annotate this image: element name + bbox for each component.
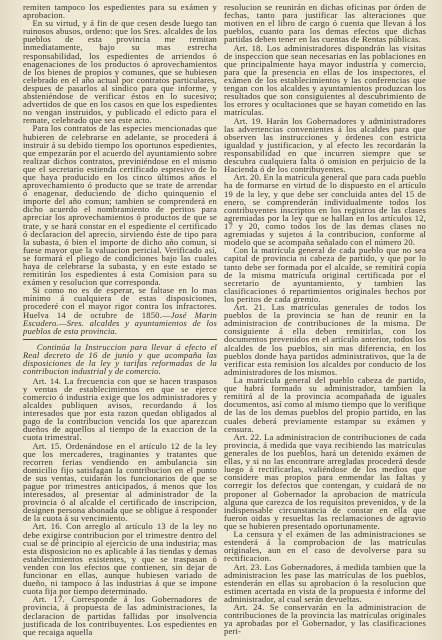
right-column (224, 3, 426, 636)
article-14: Art. 14. La frecuencia con que se hacen traspasos y ventas de establecimientos en que se ejerce comercio ó industria exige que los administradores y alcaldes publiquen avisos, recordando á los interesados que por esta razon quedan obligados al pago de la contribucion vencida los que aparezcan dueños de aquellos al tiempo de la exaccion de la cuota trimestral. (23, 375, 217, 443)
article-21-second-paragraph: La matrícula general del pueblo cabeza de partido, que habrá formado su administrador, tambien la remitirá al de la provincia acompañada de iguales documentos, así como al mismo tiempo que lo verifique de las de los demas pueblos del propio partido, en las cuales deberá previamente estampar su exámen y censura. (224, 375, 426, 434)
addressee: —Sres. alcaldes y ayuntamientos de los pueblos de esta provincia. (23, 317, 217, 336)
article-17-continuation: resolucion se reunirán en dichas oficinas por órden de fechas, tanto para justificar las alteraciones que motiven en el libro de cargo ó cuenta que llevan á los pueblos, cuanto para los demas efectos que dichas partidas deben tener en las cuentas de Rentas públicas. (224, 2, 426, 45)
article-24: Art. 24. Se conservarán en la administracion de contribuciones de la provincia las matrículas originales ya aprobadas por el Gobernador, y las clasificaciones peri- (224, 602, 426, 637)
signature: José Marin Escudero. (23, 309, 217, 328)
section-divider (23, 339, 217, 340)
article-18: Art. 18. Los administradores dispondrán las visitas de inspeccion que sean necesarias en las poblaciones en que principalmente haya mayor industria y comercio, para que la presencia en ellas de los inspectores, el exámen de los establecimientos y las conferencias que tengan con los alcaldes y ayuntamientos produzcan los resultados que son consiguientes al descubrimiento de los errores y ocultaciones que se hayan cometido en las matrículas. (224, 42, 426, 118)
article-22-second-paragraph: La censura y el exámen de las administraciones se estenderá á la comprobacion de las matrículas originales, aun en el caso de devolverse para su rectificacion. (224, 529, 426, 564)
article-23: Art. 23. Los Gobernadores, á medida tambien que la administracion les pase las matrículas de los pueblos, estenderán en ellas su aprobacion ó la resolucion que estimen acertada en vista de la propuesta é informe del administrador, al cual serán devueltas. (224, 561, 426, 604)
article-20-second-paragraph: Con la matrícula general de cada pueblo que no sea capital de provincia ni cabeza de partido, y que por lo tanto debe ser formada por el alcalde, se remitirá copia de la misma matrícula original certificada por el secretario de ayuntamiento, y tambien las clasificaciones ó repartimientos originales hechos por los peritos de cada gremio. (224, 245, 426, 304)
article-19: Art. 19. Harán los Gobernadores y administradores las advertencias convenientes á los alcaldes para que observen las instrucciones y órdenes con estricta igualdad y justificacion, y al efecto les recordarán la responsabilidad en que incurren siempre que se descubra cualquiera falta ó omision en perjuicio de la Hacienda ó de los contribuyentes. (224, 115, 426, 175)
article-20: Art. 20. En la matrícula general que para cada pueblo ha de formarse en virtud de lo dispuesto en el artículo 19 de la ley, y que debe ser concluida antes del 15 de enero, se comprenderán individualmente todos los contribuyentes inscriptos en los registros de las clases agremiadas por la ley que se hallan en los artículos 12, 17 y 20, como todos los de las demas clases no agremiadas y sujetos á la contribucion, conforme al modelo que se acompaña señalado con el número 20. (224, 172, 426, 248)
article-22: Art. 22. La administracion de contribuciones de cada provincia, á medida que vaya recibiendo las matrículas generales de los pueblos, hará un detenido exámen de ellas, y si no las encontrare arregladas procederá desde luego á rectificarlas, valiéndose de los medios que considere mas propios para enmendar las faltas y corregir los defectos que contengan, y cuidará de no proponer al Gobernador la aprobacion de matrícula alguna que carezca de los requisitos prevenidos, y de la indispensable circunstancia de constar en ella que fueron oidas y resueltas las reclamaciones de agravio que se hubieren presentado oportunamente. (224, 431, 426, 531)
section-heading: Continúa la Instruccion para llevar á efecto el Real decreto de 16 de junio y que acompaña las disposiciones de la ley y tarifas reformadas de la contribucion industrial y de comercio. (23, 341, 217, 376)
left-column (23, 3, 217, 636)
contracts-paragraph: Para los contratos de las especies mencionadas que hubieren de celebrarse en adelante, se procederá á instruir á su debido tiempo los oportunos espedientes, que empezarán por el acuerdo del ayuntamiento sobre realizar dichos contratos, previniéndose en el mismo que el secretario estienda certificado espresivo de lo que haya producido en los cinco últimos años el aprovechamiento ó producto que se trate de arrendar ó enagenar, deduciendo de dicho quinquenio el importe del año comun; tambien se comprenderá en dicho acuerdo el nombramiento de peritos para apreciar los aprovechamientos ó productos de que se trate, y se hará constar en el espediente el certificado ó declaracion del aprecio, sirviendo éste de tipo para la subasta, ó bien el importe de dicho año comun, si fuese mayor que la valuacion pericial. Verificado así, se formará el pliego de condiciones bajo las cuales haya de celebrarse la subasta, y en este estado se remitirán los espedientes á esta Comision para su exámen y resolucion que corresponda. (23, 123, 217, 288)
article-21: Art. 21. Las matrículas generales de todos los pueblos de la provincia se han de reunir en la administracion de contribuciones de la misma. De consiguiente á ella deben remitirlas, con los documentos prevenidos en el artículo anterior, todos los alcaldes de los pueblos, sin mas diferencia, en los pueblos donde haya partidos administrativos, que la de verificar esta remision los alcaldes por conducto de los administradores de los mismos. (224, 302, 426, 377)
article-17: Art. 17. Corresponde á los Gobernadores de provincia, á propuesta de las administraciones, la declaracion de partidas fallidas por insolvencia justificada de los contribuyentes. Los espedientes en que recaiga aquella (23, 594, 217, 637)
article-15: Art. 15. Ordenándose en el artículo 12 de la ley que los mercaderes, traginantes y tratantes que recorren ferias vendiendo en ambulancia sin domicilio fijo satisfagan la contribucion en el punto de sus ventas, cuidarán los funcionarios de que se pague por trimestres anticipados, á menos que los interesados, al presentar al administrador de la provincia ó al alcalde el certificado de inscripcion, designen persona abonada que se obligue á responder de la cuota á su vencimiento. (23, 440, 217, 524)
continuation-paragraph: remiten tampoco los espedientes para su exámen y aprobacion. (23, 2, 217, 21)
article-16: Art. 16. Con arreglo al artículo 13 de la ley no debe exigirse contribucion por el trimestre dentro del cual se dé principio al ejercicio de una industria; mas esta disposicion no es aplicable á las tiendas y demas establecimientos existentes, y que se traspasan ó venden con los efectos que contienen, sin dejar de funcionar en ellas, aunque hubiesen variado de dueño, ni tampoco á las industrias á que se impone cuota fija por tiempo determinado. (23, 521, 217, 597)
order-paragraph: En su virtud, y á fin de que cesen desde luego tan ruinosos abusos, ordeno: que los Sres. alcaldes de los pueblos de esta provincia me remitan inmediatamente, bajo su mas estrecha responsabilidad, los espedientes de arriendos ó enagenaciones de los productos ó aprovechamientos de los bienes de propios y comunes, que se hubiesen celebrado en el año actual por contratos particulares, despues de pasarlos al síndico para que informe, y absteniéndose de verificar éstos en lo sucesivo; advertidos de que en los casos en que los espedientes no vengan instruidos, y publicado el edicto para el remate, celebrado que sea este acto. (23, 18, 217, 126)
closing-paragraph (23, 286, 217, 335)
closing-text: Si como no es de esperar, se faltase en lo mas mínimo á cualquiera de estas disposiciones, procederé con el mayor rigor contra los infractores. Huelva 14 de octubre de 1850.— (23, 285, 217, 320)
